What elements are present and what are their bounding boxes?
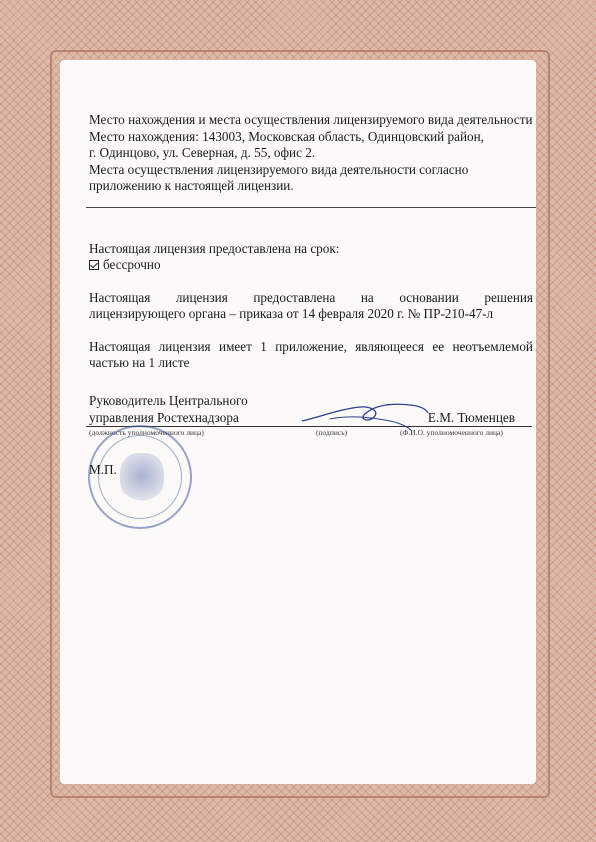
places-line-2: приложению к настоящей лицензии. xyxy=(89,178,294,193)
location-section xyxy=(89,112,533,195)
term-value: бессрочно xyxy=(103,257,161,272)
basis-line-2: лицензирующего органа – приказа от 14 февраля 2020 г. № ПР-210-47-л xyxy=(89,306,494,321)
section-divider xyxy=(86,207,536,208)
address-line-2: г. Одинцово, ул. Северная, д. 55, офис 2. xyxy=(89,145,316,160)
basis-section xyxy=(89,290,533,323)
places-line-1: Места осуществления лицензируемого вида деятельности согласно xyxy=(89,161,469,177)
checked-box-icon xyxy=(89,260,99,270)
term-label: Настоящая лицензия предоставлена на срок: xyxy=(89,240,340,256)
handwritten-signature xyxy=(300,395,430,435)
term-checkbox-row xyxy=(89,257,533,274)
eagle-emblem-icon xyxy=(120,453,164,503)
caption-name: (Ф.И.О. уполномоченного лица) xyxy=(400,428,503,437)
basis-line-1: Настоящая лицензия предоставлена на основании решения xyxy=(89,289,533,305)
signatory-position-2: управления Ростехнадзора xyxy=(89,409,239,425)
appendix-line-2: частью на 1 листе xyxy=(89,355,190,370)
appendix-section xyxy=(89,339,533,372)
term-section xyxy=(89,241,533,274)
stamp-mark: М.П. xyxy=(89,462,117,477)
caption-position: (должность уполномоченного лица) xyxy=(89,428,204,437)
appendix-line-1: Настоящая лицензия имеет 1 приложение, являющееся ее неотъемлемой xyxy=(89,338,533,354)
signatory-position-1: Руководитель Центрального xyxy=(89,393,248,408)
location-heading: Место нахождения и места осуществления лицензируемого вида деятельности xyxy=(89,112,533,127)
address-line-1: Место нахождения: 143003, Московская область, Одинцовский район, xyxy=(89,128,484,144)
document-body xyxy=(89,112,533,372)
signatory-name: Е.М. Тюменцев xyxy=(427,409,515,425)
caption-signature: (подпись) xyxy=(316,428,348,437)
